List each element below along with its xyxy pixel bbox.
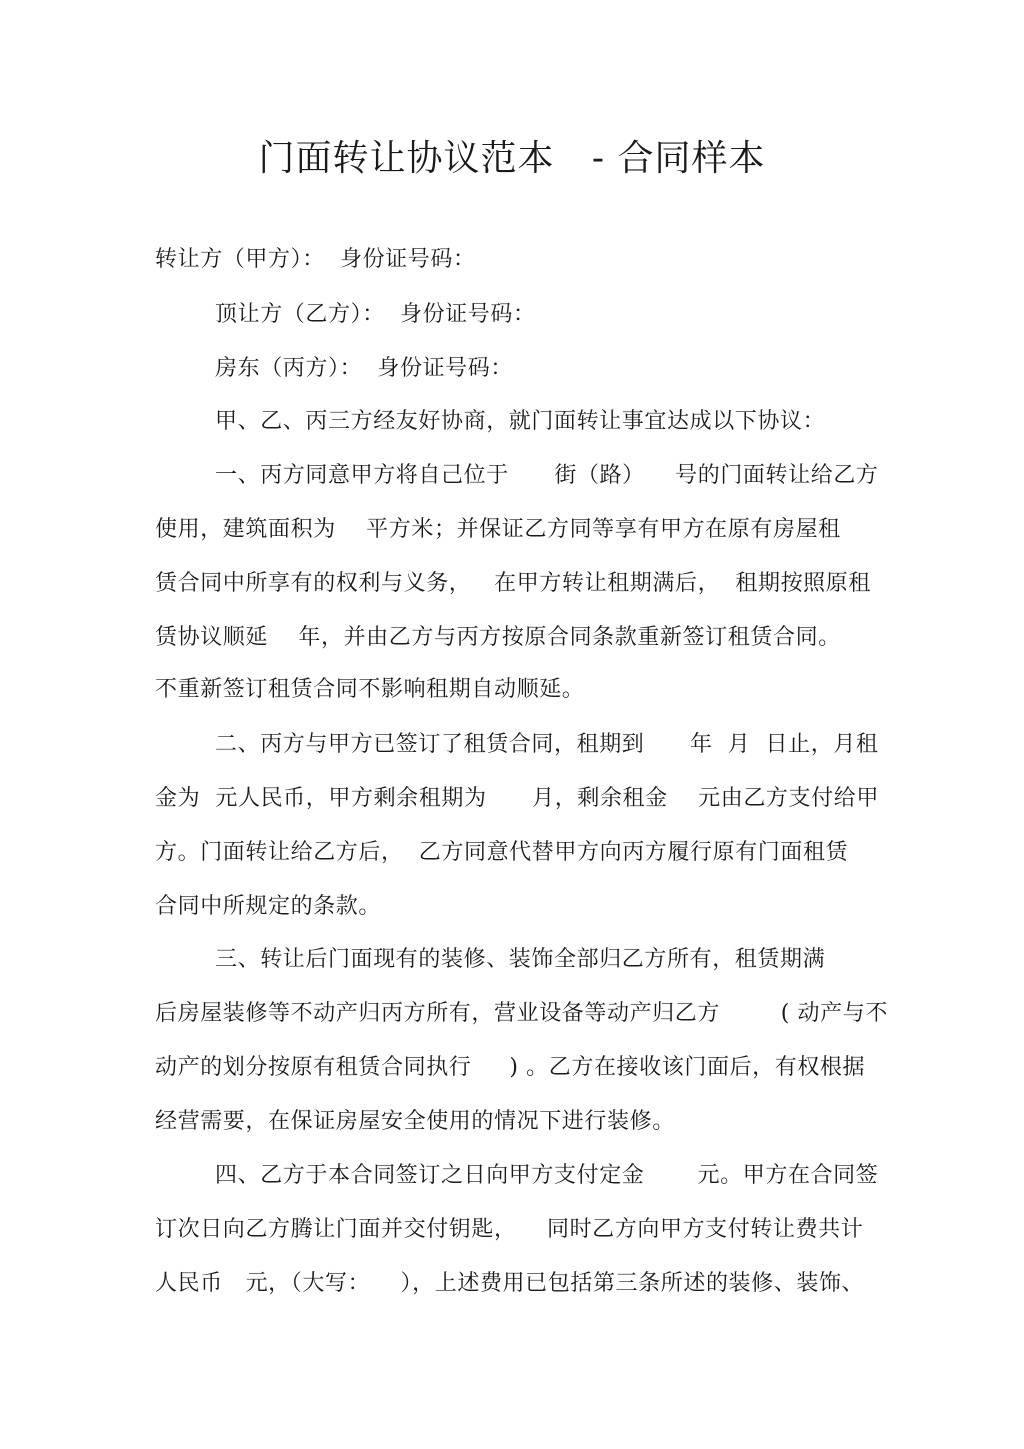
preamble-line: 甲、乙、丙三方经友好协商，就门面转让事宜达成以下协议： bbox=[215, 409, 826, 434]
clause-1-line-5: 不重新签订租赁合同不影响租期自动顺延。 bbox=[155, 677, 585, 702]
clause-2-line-3: 方。门面转让给乙方后， 乙方同意代替甲方向丙方履行原有门面租赁 bbox=[155, 840, 849, 865]
clause-1-line-4: 赁协议顺延 年，并由乙方与丙方按原合同条款重新签订租赁合同。 bbox=[155, 625, 841, 650]
clause-4-line-2: 订次日向乙方腾让门面并交付钥匙， 同时乙方向甲方支付转让费共计 bbox=[155, 1217, 864, 1242]
clause-1-line-2: 使用，建筑面积为 平方米；并保证乙方同等享有甲方在原有房屋租 bbox=[155, 517, 841, 542]
clause-2-line-2: 金为 元人民币，甲方剩余租期为 月，剩余租金 元由乙方支付给甲 bbox=[155, 786, 879, 811]
clause-3-line-2: 后房屋装修等不动产归丙方所有，营业设备等动产归乙方 ( 动产与不 bbox=[155, 1001, 888, 1026]
clause-3-line-1: 三、转让后门面现有的装修、装饰全部归乙方所有，租赁期满 bbox=[215, 947, 826, 972]
clause-4-line-3: 人民币 元，（大写： ），上述费用已包括第三条所述的装修、装饰、 bbox=[155, 1271, 865, 1296]
clause-3-line-4: 经营需要，在保证房屋安全使用的情况下进行装修。 bbox=[155, 1109, 675, 1134]
clause-2-line-4: 合同中所规定的条款。 bbox=[155, 894, 382, 919]
clause-2-line-1: 二、丙方与甲方已签订了租赁合同，租期到 年 月 日止，月租 bbox=[215, 732, 879, 757]
clause-3-line-3: 动产的划分按原有租赁合同执行 ) 。乙方在接收该门面后，有权根据 bbox=[155, 1055, 866, 1080]
clause-1-line-1: 一、丙方同意甲方将自己位于 街（路） 号的门面转让给乙方 bbox=[215, 463, 879, 488]
party-c-line: 房东（丙方）： 身份证号码： bbox=[215, 356, 513, 381]
party-a-line: 转让方（甲方）： 身份证号码： bbox=[155, 247, 476, 272]
clause-4-line-1: 四、乙方于本合同签订之日向甲方支付定金 元。甲方在合同签 bbox=[215, 1163, 879, 1188]
party-b-line: 顶让方（乙方）： 身份证号码： bbox=[215, 302, 536, 327]
clause-1-line-3: 赁合同中所享有的权利与义务， 在甲方转让租期满后， 租期按照原租 bbox=[155, 571, 871, 596]
document-title: 门面转让协议范本 - 合同样本 bbox=[258, 138, 766, 179]
